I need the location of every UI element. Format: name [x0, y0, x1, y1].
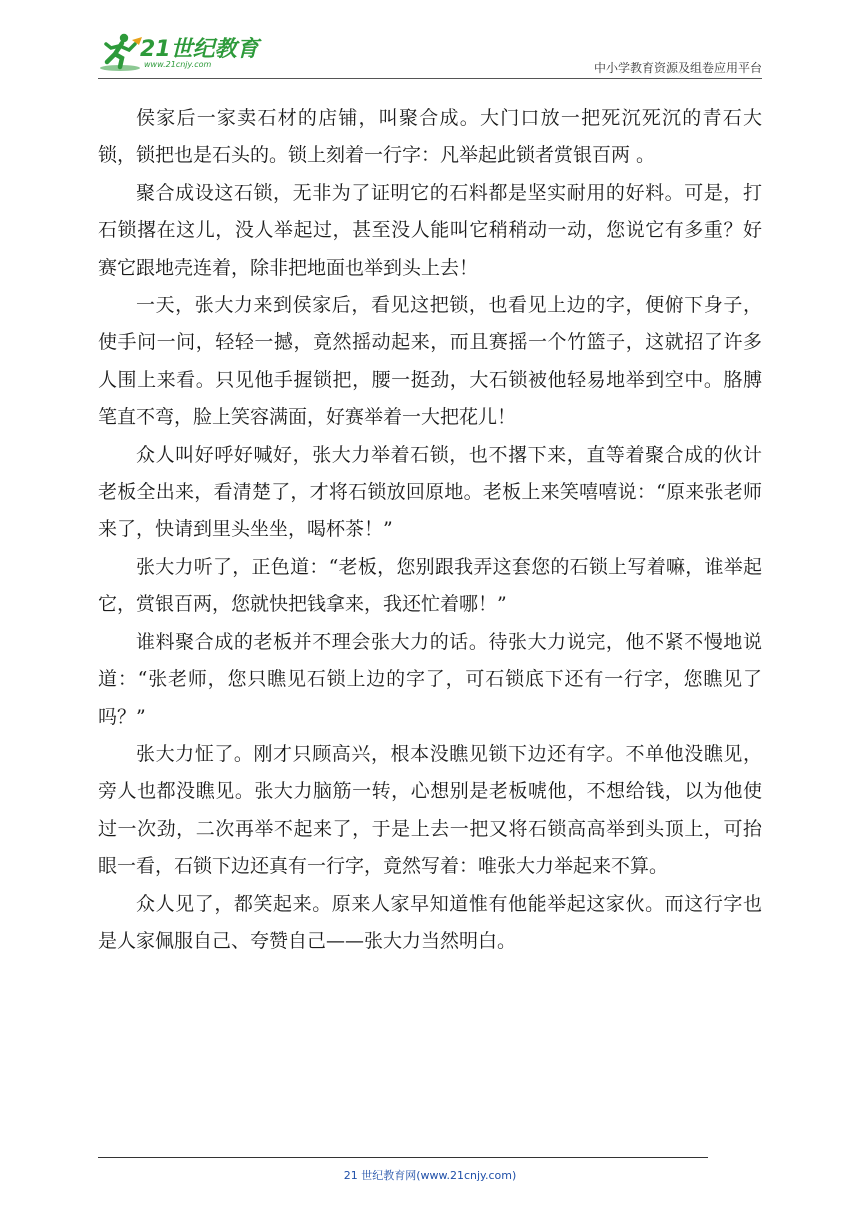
footer-link[interactable]: 21 世纪教育网(www.21cnjy.com)	[343, 1169, 517, 1182]
paragraph: 谁料聚合成的老板并不理会张大力的话。待张大力说完，他不紧不慢地说道：“张老师，您只瞧见石锁上边的字了，可石锁底下还有一行字，您瞧见了吗？”	[98, 630, 762, 728]
header-divider	[98, 78, 762, 79]
paragraph: 一天，张大力来到侯家后，看见这把锁，也看见上边的字，便俯下身子，使手问一问，轻轻一撼，竟然摇动起来，而且赛摇一个竹篮子，这就招了许多人围上来看。只见他手握锁把，腰一挺劲，大石锁被他轻易地举到空中。胳膊笔直不弯，脸上笑容满面，好赛举着一大把花儿！	[98, 294, 762, 429]
paragraph: 张大力怔了。刚才只顾高兴，根本没瞧见锁下边还有字。不单他没瞧见，旁人也都没瞧见。张大力脑筋一转，心想别是老板唬他，不想给钱，以为他使过一次劲，二次再举不起来了，于是上去一把又将石锁高高举到头顶上，可抬眼一看，石锁下边还真有一行字，竟然写着：唯张大力举起来不算。	[98, 742, 762, 878]
site-logo[interactable]	[98, 30, 298, 78]
running-person-icon	[98, 32, 144, 74]
footer-divider	[98, 1157, 708, 1158]
platform-title: 中小学教育资源及组卷应用平台	[593, 61, 762, 75]
paragraph: 张大力听了，正色道：“老板，您别跟我弄这套您的石锁上写着嘛，谁举起它，赏银百两，您就快把钱拿来，我还忙着哪！”	[98, 555, 762, 616]
paragraph: 众人叫好呼好喊好，张大力举着石锁，也不撂下来，直等着聚合成的伙计老板全出来，看清楚了，才将石锁放回原地。老板上来笑嘻嘻说：“原来张老师来了，快请到里头坐坐，喝杯茶！”	[98, 443, 762, 541]
paragraph: 侯家后一家卖石材的店铺，叫聚合成。大门口放一把死沉死沉的青石大锁，锁把也是石头的。锁上刻着一行字：凡举起此锁者赏银百两 。	[98, 107, 762, 167]
paragraph: 众人见了，都笑起来。原来人家早知道惟有他能举起这家伙。而这行字也是人家佩服自己、夸赞自己——张大力当然明白。	[98, 892, 762, 952]
paragraph: 聚合成设这石锁，无非为了证明它的石料都是坚实耐用的好料。可是，打石锁撂在这儿，没人举起过，甚至没人能叫它稍稍动一动，您说它有多重？好赛它跟地壳连着，除非把地面也举到头上去！	[98, 181, 762, 279]
article-body	[98, 100, 762, 960]
page-header	[98, 30, 762, 80]
logo-text: 21世纪教育	[140, 37, 259, 62]
logo-url: www.21cnjy.com	[144, 60, 212, 69]
